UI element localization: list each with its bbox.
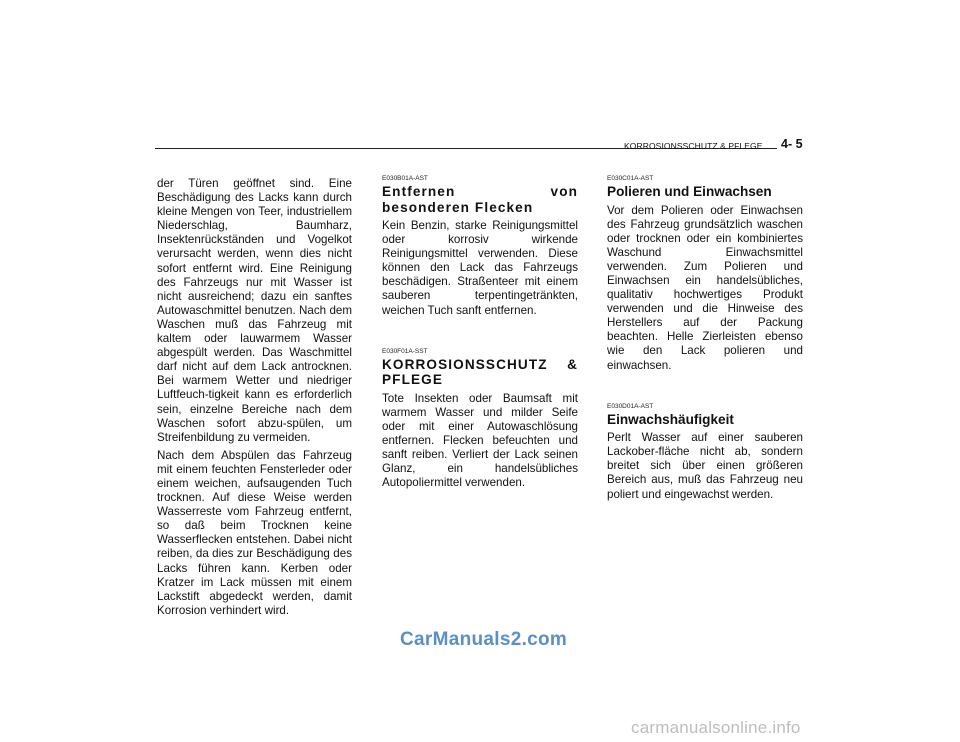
section-body: Perlt Wasser auf einer sauberen Lackober-fläche nicht ab, sondern breitet sich über einen größeren Bereich aus, muß das Fahrzeug neu poliert und eingewachst werden. <box>607 431 803 501</box>
column-middle <box>382 175 578 520</box>
section-heading: Einwachshäufigkeit <box>607 411 734 427</box>
running-header-title: KORROSIONSSCHUTZ & PFLEGE <box>624 141 763 151</box>
watermark-carmanualsonline: carmanualsonline.info <box>631 718 801 737</box>
page-number: 4- 5 <box>781 137 803 151</box>
section-waxing-frequency <box>607 403 803 502</box>
watermark-carmanuals2: CarManuals2.com <box>400 629 568 650</box>
section-code: E030B01A-AST <box>382 175 428 182</box>
section-heading: Entfernen von besonderen Flecken <box>382 184 578 215</box>
body-paragraph: der Türen geöffnet sind. Eine Beschädigung des Lacks kann durch kleine Mengen von Teer, industriellem Niederschlag, Baumharz, Insektenrückständen und Vogelkot verursacht werden, wenn dies nicht sofort entfernt wird. Eine Reinigung des Fahrzeugs nur mit Wasser ist nicht ausreichend; dazu ein sanftes Autowaschmittel benutzen. Nach dem Waschen muß das Fahrzeug mit kaltem oder lauwarmem Wasser abgespült werden. Das Waschmittel darf nicht auf dem Lack antrocknen. Bei warmem Wetter und niedriger Luftfeuch-tigkeit kann es erforderlich sein, einzelne Bereiche nach dem Waschen sofort abzu-spülen, um Streifenbildung zu vermeiden. <box>157 177 352 444</box>
column-left <box>157 177 352 622</box>
section-code: E030D01A-AST <box>607 402 654 410</box>
section-heading: KORROSIONSSCHUTZ & PFLEGE <box>382 356 578 388</box>
section-body: Vor dem Polieren oder Einwachsen des Fahrzeug grundsätzlich waschen oder trocknen oder ein kombiniertes Waschund Einwachsmittel verwenden. Zum Polieren und Einwachsen ein handelsübliches, qualitativ hochwertiges Produkt verwenden und die Hinweise des Herstellers auf der Packung beachten. Helle Zierleisten ebenso wie den Lack polieren und einwachsen. <box>607 203 803 372</box>
section-code: E030C01A-AST <box>607 175 654 182</box>
section-corrosion-protection <box>382 348 578 491</box>
section-body: Kein Benzin, starke Reinigungsmittel oder korrosiv wirkende Reinigungsmittel verwenden. Diese können den Lack das Fahrzeugs beschädigen. Straßenteer mit einem sauberen terpentingetränkten, weichen Tuch sanft entfernen. <box>382 219 578 317</box>
section-stain-removal <box>382 175 578 318</box>
column-right <box>607 175 803 532</box>
section-body: Tote Insekten oder Baumsaft mit warmem Wasser und milder Seife oder mit einer Autowaschlösung entfernen. Flecken befeuchten und sanft reiben. Verliert der Lack seinen Glanz, ein handelsübliches Autopoliermittel verwenden. <box>382 391 578 490</box>
section-polishing-waxing <box>607 175 803 373</box>
section-code: E030F01A-SST <box>382 347 428 355</box>
body-paragraph: Nach dem Abspülen das Fahrzeug mit einem feuchten Fensterleder oder einem weichen, aufsaugenden Tuch trocknen. Auf diese Weise werden Wasserreste vom Fahrzeug entfernt, so daß beim Trocknen keine Wasserflecken entstehen. Dabei nicht reiben, da dies zur Beschädigung des Lacks führen kann. Kerben oder Kratzer im Lack müssen mit einem Lackstift abgedeckt werden, damit Korrosion verhindert wird. <box>157 448 352 617</box>
section-heading: Polieren und Einwachsen <box>607 184 772 199</box>
